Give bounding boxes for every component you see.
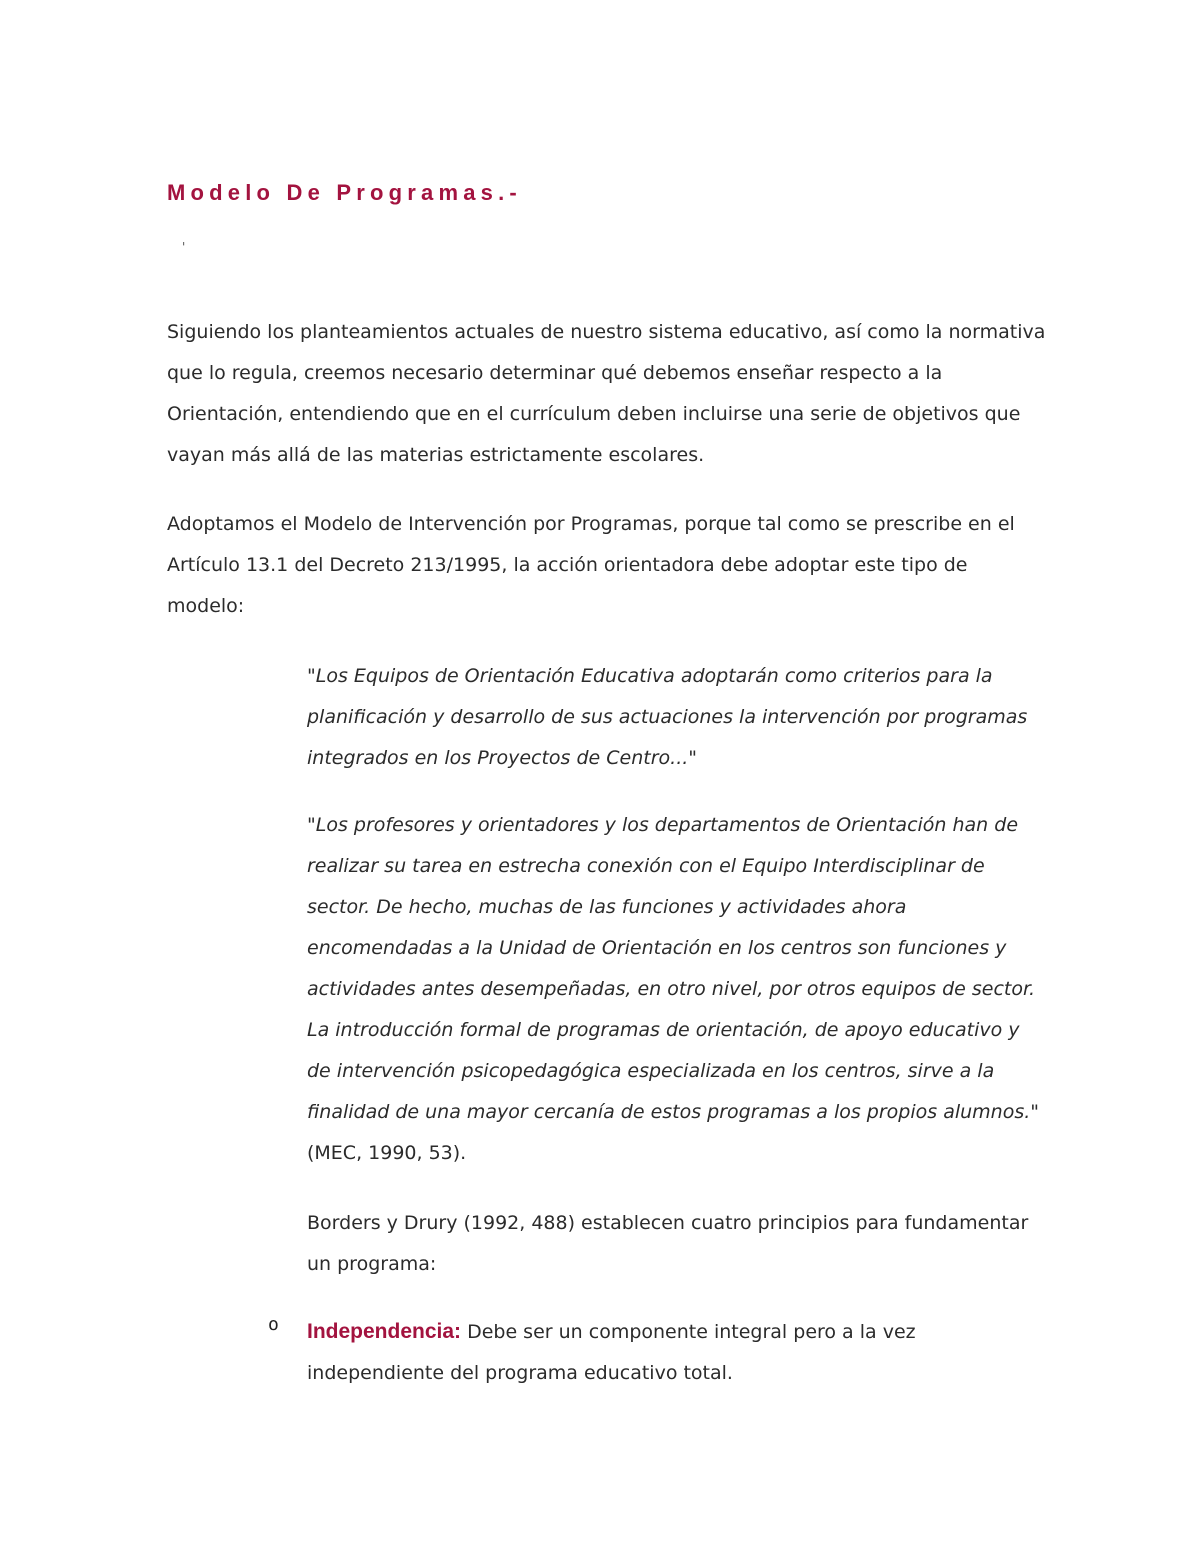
paragraph-principles: Borders y Drury (1992, 488) establecen cuatro principios para fundamentar un programa: [307, 1212, 1029, 1275]
list-item [307, 1311, 1047, 1394]
list-item-text: Debe ser un componente integral pero a la vez independiente del programa educativo total. [307, 1321, 916, 1384]
document-title: Modelo De Programas.- [167, 180, 522, 205]
paragraph-intro: Siguiendo los planteamientos actuales de nuestro sistema educativo, así como la normativa que lo regula, creemos necesario determinar qué debemos enseñar respecto a la Orientación, entendiendo que en el currículum deben incluirse una serie de objetivos que vayan más allá de las materias estrictamente escolares. [167, 321, 1046, 466]
quote-mec-text: "Los profesores y orientadores y los departamentos de Orientación han de realizar su tarea en estrecha conexión con el Equipo Interdisciplinar de sector. De hecho, muchas de las funciones y actividades ahora encomendadas a la Unidad de Orientación en los centros son funciones y actividades antes desempeñadas, en otro nivel, por otros equipos de sector. La introducción formal de programas de orientación, de apoyo educativo y de intervención psicopedagógica especializada en los centros, sirve a la finalidad de una mayor cercanía de estos programas a los propios alumnos." [307, 814, 1040, 1123]
quote-mec-citation: (MEC, 1990, 53). [307, 1142, 467, 1164]
quote-decree: "Los Equipos de Orientación Educativa adoptarán como criterios para la planificación y desarrollo de sus actuaciones la intervención por programas integrados en los Proyectos de Centro..." [307, 665, 1028, 769]
stray-mark: ' [182, 240, 186, 254]
quote-mec [307, 805, 1047, 1174]
paragraph-model: Adoptamos el Modelo de Intervención por Programas, porque tal como se prescribe en el Artículo 13.1 del Decreto 213/1995, la acción orientadora debe adoptar este tipo de modelo: [167, 513, 1015, 617]
list-bullet: o [268, 1314, 279, 1335]
list-item-term: Independencia: [307, 1320, 462, 1343]
